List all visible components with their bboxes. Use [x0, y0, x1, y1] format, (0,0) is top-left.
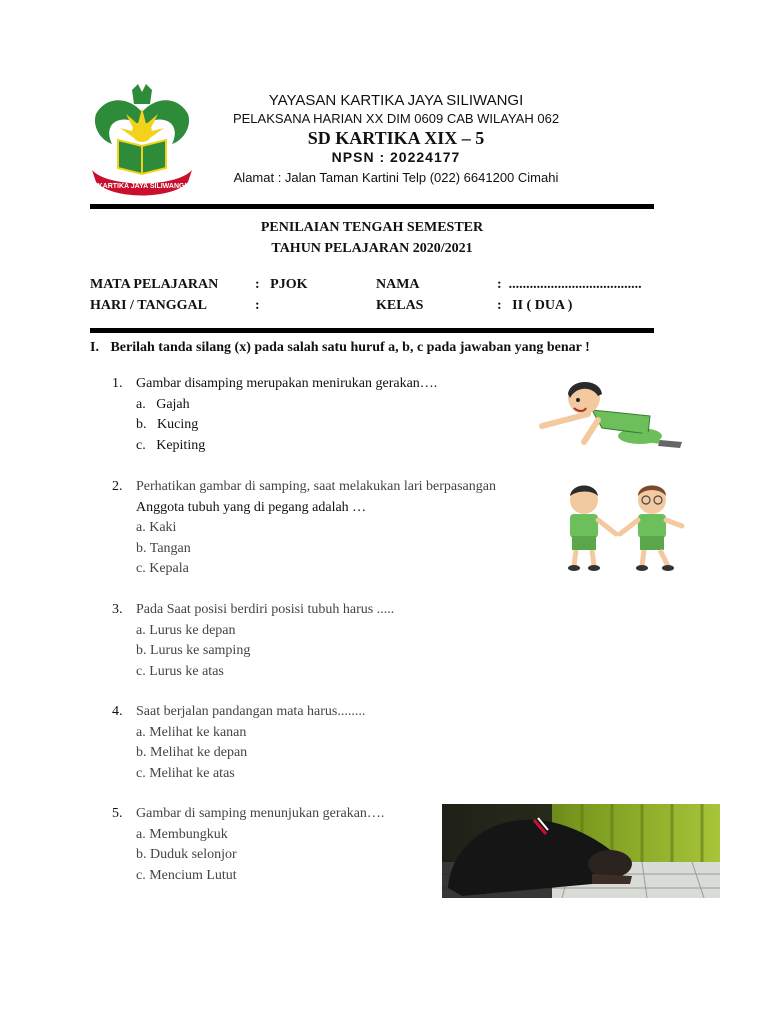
npsn: NPSN : 20224177 — [331, 149, 461, 165]
crawling-child-illustration — [532, 380, 686, 452]
organizer-line: PELAKSANA HARIAN XX DIM 0609 CAB WILAYAH 062 — [232, 111, 560, 126]
question-4 — [112, 702, 366, 784]
date-label: HARI / TANGGAL — [90, 298, 207, 313]
question-number: 2. — [112, 479, 123, 494]
option-b: b. Duduk selonjor — [136, 847, 237, 862]
class-value: : II ( DUA ) — [497, 298, 573, 313]
question-number: 3. — [112, 602, 123, 617]
forward-bend-photo — [442, 804, 720, 898]
section-instruction: Berilah tanda silang (x) pada salah satu huruf a, b, c pada jawaban yang benar ! — [110, 340, 590, 355]
question-1 — [112, 374, 438, 456]
question-text: Perhatikan gambar di samping, saat melakukan lari berpasangan — [136, 479, 496, 494]
question-text-line2: Anggota tubuh yang di pegang adalah … — [136, 499, 367, 515]
option-b: b. Lurus ke samping — [136, 643, 251, 658]
question-number: 1. — [112, 376, 123, 391]
option-c: Kepiting — [156, 437, 206, 453]
question-text: Pada Saat posisi berdiri posisi tubuh harus ..... — [136, 602, 395, 617]
question-text: Gambar di samping menunjukan gerakan…. — [136, 806, 385, 821]
question-number: 4. — [112, 704, 123, 719]
option-c: c. Lurus ke atas — [136, 663, 224, 679]
question-2 — [112, 477, 496, 580]
subject-label: MATA PELAJARAN — [90, 277, 219, 292]
name-field: : ...................................... — [497, 277, 642, 292]
class-label: KELAS — [376, 298, 424, 313]
running-pair-illustration — [550, 482, 690, 574]
option-b: b. Tangan — [136, 540, 191, 556]
option-a: a. Melihat ke kanan — [136, 724, 247, 740]
option-b: b. Melihat ke depan — [136, 745, 248, 760]
option-letter: b. — [136, 417, 147, 432]
option-a: a. Membungkuk — [136, 826, 228, 842]
question-3 — [112, 600, 395, 682]
option-a: a. Lurus ke depan — [136, 622, 236, 638]
section-numeral: I. — [90, 340, 99, 355]
question-text: Gambar disamping merupakan menirukan gerakan…. — [136, 376, 438, 391]
question-5 — [112, 804, 385, 886]
option-c: c. Mencium Lutut — [136, 867, 237, 883]
school-logo — [88, 82, 196, 202]
subject-value: : PJOK — [255, 277, 308, 292]
school-name: SD KARTIKA XIX – 5 — [307, 128, 485, 148]
exam-title: PENILAIAN TENGAH SEMESTER — [260, 220, 484, 235]
date-value: : — [255, 298, 260, 313]
question-number: 5. — [112, 806, 123, 821]
exam-year: TAHUN PELAJARAN 2020/2021 — [271, 241, 473, 256]
logo-ribbon-text: KARTIKA JAYA SILIWANGI — [97, 183, 187, 190]
school-address: Alamat : Jalan Taman Kartini Telp (022) 6641200 Cimahi — [233, 170, 559, 185]
option-a: Gajah — [156, 396, 190, 412]
header-divider — [90, 204, 654, 209]
section-heading — [90, 340, 590, 356]
option-c: c. Melihat ke atas — [136, 765, 235, 781]
info-divider — [90, 328, 654, 333]
option-c: c. Kepala — [136, 561, 189, 576]
name-label: NAMA — [376, 277, 420, 292]
option-b: Kucing — [157, 417, 199, 432]
option-letter: c. — [136, 437, 146, 453]
question-text: Saat berjalan pandangan mata harus........ — [136, 704, 366, 719]
option-letter: a. — [136, 396, 146, 412]
foundation-name: YAYASAN KARTIKA JAYA SILIWANGI — [268, 92, 524, 109]
option-a: a. Kaki — [136, 520, 177, 535]
